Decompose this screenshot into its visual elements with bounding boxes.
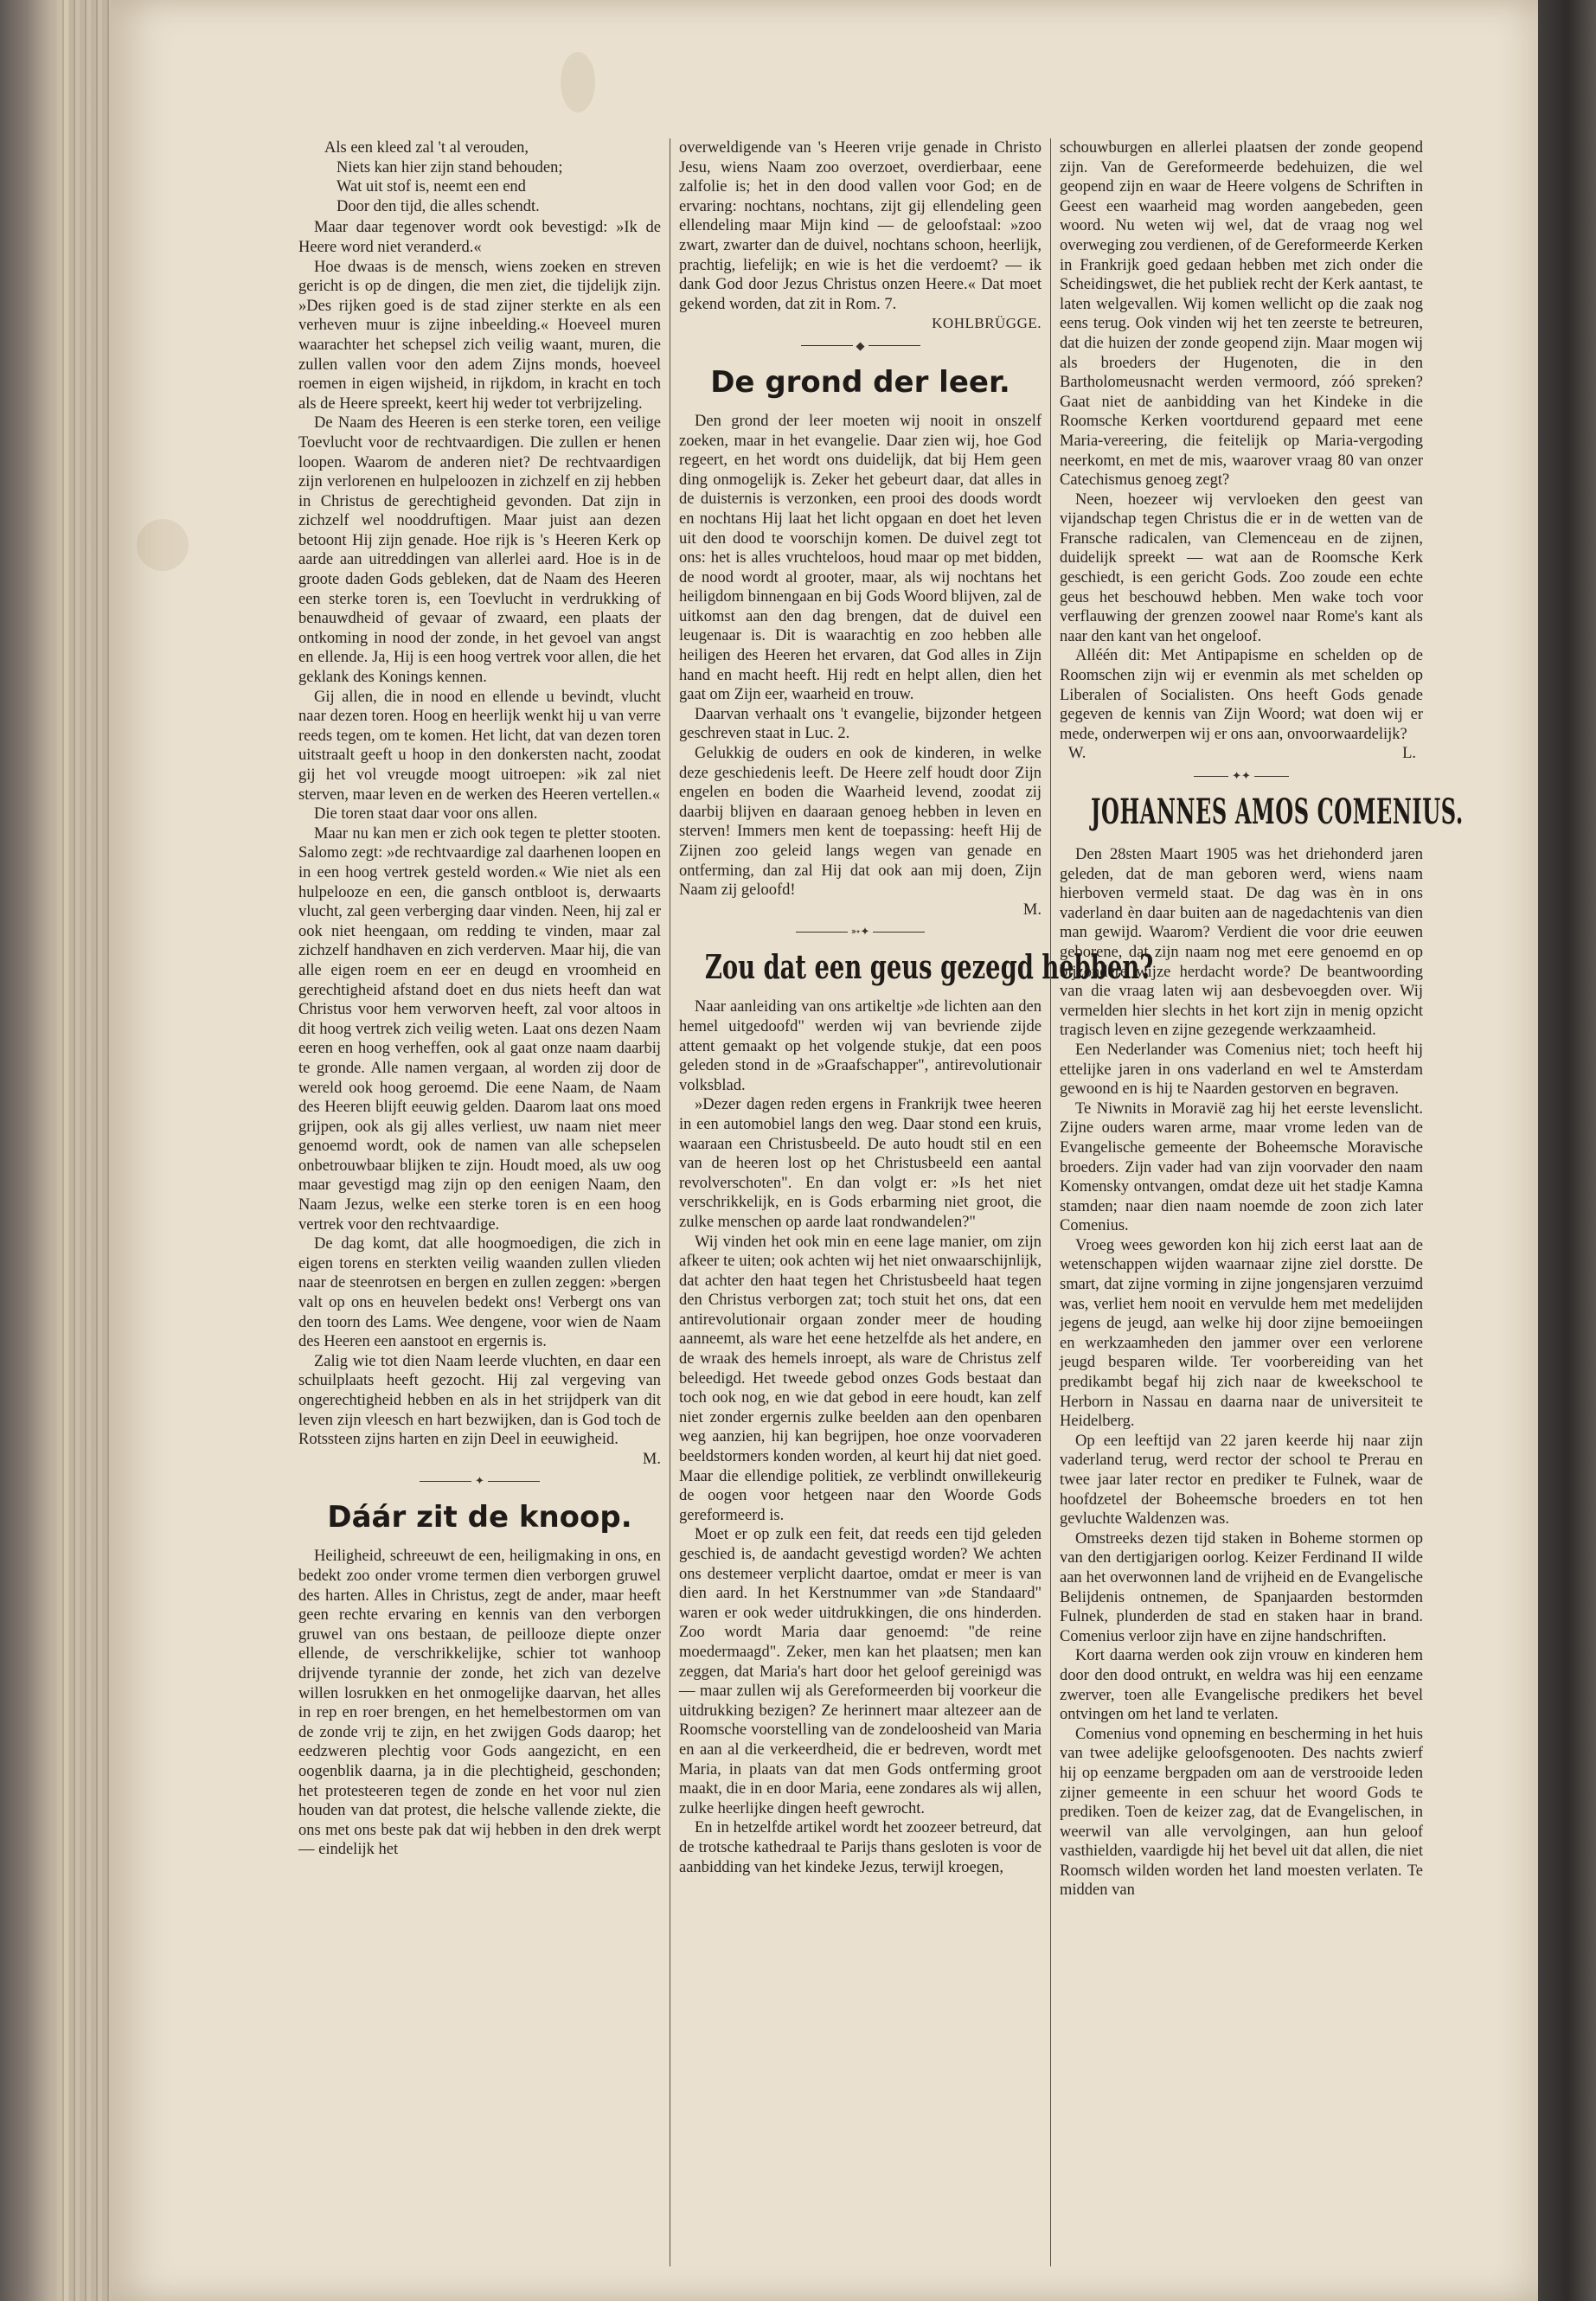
column-3 xyxy=(1051,138,1464,2266)
signature-initial: L. xyxy=(1402,745,1416,763)
article-signature: M. xyxy=(1022,901,1042,919)
paragraph: Wij vinden het ook min en eene lage manier, om zijn afkeer te uiten; ook achten wij het niet onwaarschijnlijk, dat achter den haat tegen het Christusbeeld haat tegen den Christus verborgen zat; toch stuit het ons, dat een antirevolutionair orgaan zonder meer de houding aanneemt, als ware het eene hetzelfde als het andere, en de wraak des hemels inroept, als ware de Christus zelf beleedigd. Het tweede gebod onzes Gods bestaat dan toch ook nog, en wie dat gebod in eere houdt, kan zelf niet zonder ergernis zulke beelden aan den openbaren weg aanzien, hij kan begrijpen, hoe onze voorvaderen beeldstormers konden worden, al keurt hij dat niet goed. Maar die ellendige politiek, ze verblindt onwillekeurig de oogen voor hetgeen naar den Woorde Gods gereformeerd is. xyxy=(679,1233,1042,1524)
paragraph: Die toren staat daar voor ons allen. xyxy=(314,805,538,824)
paragraph: Moet er op zulk een feit, dat reeds een tijd geleden geschied is, de aandacht gevestigd worden? We achten ons destemeer verplicht daartoe, omdat er meer is van dien aard. In het Kerstnummer van »de Standaard" waren er ook weder uitdrukkingen, die ons hinderden. Zoo wordt Maria daar genoemd: "de reine moedermaagd". Zeker, men kan het plaatsen; men kan zeggen, dat Maria's hart door het geloof gereinigd was — maar zullen wij als Gereformeerden bij voorkeur die uitdrukking bezigen? Ze herinnert maar altezeer aan de Roomsche voorstelling van de zondeloosheid van Maria en aan al die verkeerdheid, die er bedreven, wordt met Maria, in plaats van dat men Gods ontferming groot maakt, die in en door Maria, eene zondares als wij allen, zulke heerlijke dingen heeft gewrocht. xyxy=(679,1526,1042,1817)
section-divider: ✦ xyxy=(298,1472,661,1490)
article-signature: KOHLBRÜGGE. xyxy=(932,315,1042,332)
paragraph: Comenius vond opneming en bescherming in het huis van twee adelijke geloofsgenooten. Des nachts zwierf hij op eenzame bergpaden om aan de verstrooide leden zijner gemeente in een schuur het woord Gods te prediken. Toen de keizer zag, dat de Evangelischen, in weerwil van alle vervolgingen, aan hun geloof vasthielden, vaardigde hij het bevel uit dat allen, die niet Roomsch wilden worden het land moesten verlaten. Te midden van xyxy=(1060,1725,1423,1900)
section-divider: ◆ xyxy=(679,337,1042,355)
paragraph: overweldigende van 's Heeren vrije genade in Christo Jesu, wiens Naam zoo overzoet, overdierbaar, eene zalfolie is; het in den dood vallen voor God; en de ervaring: nochtans, nochtans, zijt gij ellendeling geen ellendeling maar Mijn kind — de geloofstaal: »zoo zwart, zwarter dan de duivel, nochtans schoon, heerlijk, prachtig, liefelijk; en wie is het die verdoemt? — ik dank God door Jezus Christus onzen Heere.« Dat moet gekend worden, dat zit in Rom. 7. xyxy=(679,139,1042,313)
paragraph: Den grond der leer moeten wij nooit in onszelf zoeken, maar in het evangelie. Daar zien wij, hoe God regeert, en het wordt ons duidelijk, dat bij Hem geen ding onmogelijk is. Zeker het gebeurt daar, dat alles in de duisternis is verzonken, een prooi des doods wordt en nochtans Hij laat het licht opgaan en doet het leven uit den dood te voorschijn komen. De duivel zegt tot ons: het is alles vruchteloos, houd maar op met bidden, de nood wordt al grooter, maar, als wij nochtans het heiligdom binnengaan en bij Gods Woord blijven, zal de uitkomst aan den dag brengen, dat de duivel een leugenaar is. Dit is waarachtig en zoo hebben alle heiligen des Heeren het ervaren, dat God alles in Zijn hand en macht heeft. Hij redt en helpt allen, dien het gaat om Zijn eer, waarheid en trouw. xyxy=(679,412,1042,704)
paragraph: Te Niwnits in Moravië zag hij het eerste levenslicht. Zijne ouders waren arme, maar vrome leden van de Evangelische gemeente der Boheemsche Moravische broeders. Zijn vader had van zijn voorvader den naam Komensky ontvangen, omdat deze uit het stadje Kamna stamden; naar dien naam noemde de zoon zich later Comenius. xyxy=(1060,1099,1423,1235)
paragraph: De dag komt, dat alle hoogmoedigen, die zich in eigen torens en sterkten veilig waanden zullen vlieden naar de steenrotsen en bergen en zullen zeggen: »bergen valt op ons en heuvelen bedekt ons! Verbergt ons van den toorn des Lams. Wee dengene, voor wien de Naam des Heeren een aanstoot en ergernis is. xyxy=(298,1235,661,1351)
poem-line: Wat uit stof is, neemt een end xyxy=(337,178,526,196)
scan-edge xyxy=(1538,0,1596,2301)
section-divider: ✦✦ xyxy=(1060,767,1423,785)
paragraph: Kort daarna werden ook zijn vrouw en kinderen hem door den dood ontrukt, en weldra was hij een eenzame zwerver, toen alle Evangelische predikers het bevel ontvingen om het land te verlaten. xyxy=(1060,1647,1423,1724)
paragraph: Zalig wie tot dien Naam leerde vluchten, en daar een schuilplaats heeft gezocht. Hij zal vergeving van ongerechtigheid hebben en als in het strijdperk van dit leven zijn vleesch en hart bezwijken, dan is God toch de Rotssteen zijns harten en zijn Deel in eeuwigheid. xyxy=(298,1352,661,1449)
paragraph: Hoe dwaas is de mensch, wiens zoeken en streven gericht is op de dingen, die men ziet, die tijdelijk zijn. »Des rijken goed is de stad zijner sterkte en als een verheven muur is zijne inbeelding.« Hoeveel muren waarachter het schepsel zich veilig waant, muren, die zullen vallen voor den adem Zijns monds, hoeveel roemen in eigen wijsheid, in rijkdom, in kracht en toch als de Heere spreekt, keert hij weder tot verbrijzeling. xyxy=(298,258,661,413)
paragraph: Maar daar tegenover wordt ook bevestigd: »Ik de Heere word niet veranderd.« xyxy=(298,219,661,256)
paragraph: Alléén dit: Met Antipapisme en schelden op de Roomschen zijn wij er evenmin als met schelden op Liberalen of Socialisten. Ons heeft Gods genade gegeven de kennis van Zijn Woord; wat doen wij er mede, onderwerpen wij er ons aan, onvoorwaardelijk? xyxy=(1060,647,1423,743)
poem-line: Niets kan hier zijn stand behouden; xyxy=(337,158,563,176)
column-1 xyxy=(290,138,670,2266)
paragraph: Heiligheid, schreeuwt de een, heiligmaking in ons, en bedekt zoo onder vrome termen dien verborgen gruwel des harten. Alles in Christus, zegt de ander, maar heeft geen rechte ervaring en kennis van den verborgen gruwel van ons bestaan, de peillooze diepte onzer ellende, de verschrikkelijke, schier tot wanhoop drijvende tyrannie der zonde, het zich van dezelve willen losrukken en het onmogelijke daarvan, het alles in rep en roer brengen, en het hemelbestormen om van de zonde vrij te zijn, en het zwijgen Gods daarop; het eedzweren plechtig voor Gods aangezicht, en een oogenblik daarna, ja in die plechtigheid, geschonden; het protesteeren tegen de zonde en het voor nul zien houden van dat protest, die helsche vallende ziekte, die ons met ons beste pak dat wij hebben in den drek werpt — eindelijk het xyxy=(298,1548,661,1859)
paragraph: Omstreeks dezen tijd staken in Boheme stormen op van den dertigjarigen oorlog. Keizer Ferdinand II wilde aan het overwonnen land de vrijheid en de Evangelische Belijdenis ontnemen, de Spanjaarden bestormden Fulnek, plunderden de stad en staken haar in brand. Comenius verloor zijn have en zijne handschriften. xyxy=(1060,1529,1423,1645)
poem-line: Als een kleed zal 't al verouden, xyxy=(324,139,529,157)
paragraph: schouwburgen en allerlei plaatsen der zonde geopend zijn. Van de Gereformeerde bedehuizen, die wel geopend zijn en waar de Heere volgens de Schriften in Geest een waarheid mag worden aangebeden, geen woord. Nu weten wij wel, dat de vraag nog wel overweging zou verdienen, of de Gereformeerde Kerken in Frankrijk goed gedaan hebben met zich onder die Scheidingswet, die het publiek recht der Kerk aantast, te laten welgevallen. Wij komen wellicht op die zaak nog eens terug. Ook vinden wij het ten zeerste te betreuren, dat die huizen der zonde geopend zijn. Maar mogen wij als broeders der Hugenoten, die in den Bartholomeusnacht werden vermoord, zóó spreken? Gaat niet de aanbidding van het Kindeke in die Roomsche Kerken voortdurend gepaard met eene Maria-vereering, die feitelijk op Maria-vergoding neerkomt, en met de mis, waarover vraag 80 van onzer Catechismus genoeg zegt? xyxy=(1060,139,1423,490)
article-heading: Zou dat een geus gezegd hebben? xyxy=(704,947,1154,987)
paragraph: Naar aanleiding van ons artikeltje »de lichten aan den hemel uitgedoofd" werden wij van bevriende zijde attent gemaakt op het volgende stukje, dat een poos geleden stond in de »Graafschapper", antirevolutionair volksblad. xyxy=(679,998,1042,1094)
paragraph: Gelukkig de ouders en ook de kinderen, in welke deze geschiedenis leeft. De Heere zelf houdt door Zijn engelen en boden die Waarheid levend, zoodat zij daarbij blijven en daaraan genoeg hebben in leven en sterven! Immers men kent de toepassing: heeft Hij de Zijnen zoo geleid langs wegen van genade en ontferming, dan zal Hij dat ook aan mij doen, Zijn Naam zij geloofd! xyxy=(679,745,1042,900)
signature-initial: W. xyxy=(1068,745,1086,763)
article-columns xyxy=(290,138,1464,2266)
paragraph: Vroeg wees geworden kon hij zich eerst laat aan de wetenschappen wijden waarnaar zijne ziel dorstte. De smart, dat zijne vorming in zijne jongensjaren verzuimd was, verliet hem nooit en vervulde hem met medelijden jegens de jeugd, aan welke hij door zijne bemoeiingen en werkzaamheden den jammer over een verlorene jeugd besparen wilde. Ter voorbereiding van het predikambt begaf hij zich naar de kweekschool te Herborn in Nassau en daarna naar de universiteit te Heidelberg. xyxy=(1060,1236,1423,1431)
paragraph: Neen, hoezeer wij vervloeken den geest van vijandschap tegen Christus die er in de wetten van de Fransche radicalen, van Clemenceau en de zijnen, duidelijk spreekt — wat aan de Roomsche Kerk geschiedt, is een gericht Gods. Zoo zoude een echte geus het beschouwd hebben. Men wake toch voor verflauwing der grenzen zoowel naar Rome's kant als naar den kant van het ongeloof. xyxy=(1060,490,1423,645)
page-stack-edge xyxy=(57,0,118,2301)
paragraph: De Naam des Heeren is een sterke toren, een veilige Toevlucht voor de rechtvaardigen. Die zullen er henen loopen. Waarom de anderen niet? De rechtvaardigen zijn verlorenen en hulpeloozen in zichzelf en zij hebben in Christus de gerechtigheid gevonden. Dat zijn in zichzelf wel nooddruftigen. Maar juist aan dezen betoont Hij zijn genade. Hoe rijk is 's Heeren Kerk op aarde aan uitreddingen van allerlei aard. Hoe is in de groote daden Gods gebleken, dat de Naam des Heeren een sterke toren is, een Toevlucht in verdrukking of benauwdheid of gevaar of zwaard, een plaats der ontkoming in nood der zonde, in het gevoel van angst en ellende. Ja, Hij is een hoog vertrek voor allen, die het geklank des Konings kennen. xyxy=(298,414,661,687)
column-2 xyxy=(670,138,1154,2266)
paragraph: Daarvan verhaalt ons 't evangelie, bijzonder hetgeen geschreven staat in Luc. 2. xyxy=(679,705,1042,743)
paragraph: Op een leeftijd van 22 jaren keerde hij naar zijn vaderland terug, werd rector der school te Prerau en twee jaar later rector en prediker te Fulnek, waar de hoofdzetel der Boheemsche broeders en tot hen gevluchte Waldenzen was. xyxy=(1060,1432,1423,1529)
article-heading: JOHANNES AMOS COMENIUS. xyxy=(1091,792,1464,832)
section-divider: ➳✦ xyxy=(679,923,1042,940)
poem-line: Door den tijd, die alles schendt. xyxy=(337,197,540,215)
paragraph: Gij allen, die in nood en ellende u bevindt, vlucht naar dezen toren. Hoog en heerlijk wenkt hij u van verre reeds tegen, om te komen. Het licht, dat van dezen toren uitstraalt geeft u hoop in den donkersten nacht, zoodat gij het vol vreugde moogt uitroepen: »ik zal niet sterven, maar leven en de werken des Heeren vertellen.« xyxy=(298,688,661,804)
paragraph: Een Nederlander was Comenius niet; toch heeft hij ettelijke jaren in ons vaderland en wel te Amsterdam gewoond en is hij te Naarden gestorven en begraven. xyxy=(1060,1041,1423,1099)
paragraph: En in hetzelfde artikel wordt het zoozeer betreurd, dat de trotsche kathedraal te Parijs thans gesloten is voor de aanbidding van het kindeke Jezus, terwijl kroegen, xyxy=(679,1819,1042,1876)
paper-stain xyxy=(561,52,595,112)
paragraph: »Dezer dagen reden ergens in Frankrijk twee heeren in een automobiel langs den weg. Daar stond een kruis, waaraan een Christusbeeld. De auto houdt stil en een van de heeren lost op het Christusbeeld een aantal revolverschoten". En dan volgt er: »Is het niet verschrikkelijk, en is Gods erbarming niet groot, die zulke menschen op aarde laat rondwandelen?" xyxy=(679,1096,1042,1231)
paragraph: Maar nu kan men er zich ook tegen te pletter stooten. Salomo zegt: »de rechtvaardige zal daarhenen loopen en in een hoog vertrek gesteld worden.« Wie niet als een hulpelooze en een, die gansch ontbloot is, derwaarts vlucht, zal geen verberging daar vinden. Neen, hij zal er ook niet heengaan, om redding te vinden, maar zal zichzelf handhaven en zich verderven. Maar hij, die van alle eigen roem en eer en deugd en vroomheid en gerechtigheid afstand doet en dus niets heeft dan wat Christus voor hem verworven heeft, zal voor altoos in dit hoog vertrek zich veilig weten. Laat ons dezen Naam eeren en hoog verheffen, ook al gaat onze naam daarbij te gronde. Alle namen vergaan, al worden zij door de wereld ook hoog geroemd. Die eene Naam, de Naam des Heeren blijft eeuwig gelden. Daarom laat ons moed grijpen, ook als gij alles verliest, uw naam niet meer genoemd wordt, ook de namen van alle schepselen onbetrouwbaar blijken te zijn. Houdt moed, als uw oog maar gevestigd mag zijn op den eenigen Naam, den Naam Jezus, welke een sterke toren is en een hoog vertrek voor den rechtvaardige. xyxy=(298,824,661,1234)
paper-stain xyxy=(137,519,189,571)
poem xyxy=(298,138,661,216)
article-heading: Dáár zit de knoop. xyxy=(327,1500,632,1535)
article-signature xyxy=(1060,744,1423,764)
article-signature: M. xyxy=(642,1450,661,1468)
article-heading: De grond der leer. xyxy=(710,364,1010,400)
paragraph: Den 28sten Maart 1905 was het driehonderd jaren geleden, dat de man geboren werd, wiens naam hierboven vermeld staat. De dag was èn in ons vaderland èn daar buiten aan de nagedachtenis van dien man gewijd. Waarom? Verdient die voor drie eeuwen geborene, dat zijn naam nog met eere genoemd en op bijzondere wijze herdacht worde? De beantwoording van die vraag laten wij aan desbevoegden over. Wij vermelden hier slechts in het kort zijn in menig opzicht tragisch leven en zijne gezegende werkzaamheid. xyxy=(1060,846,1423,1040)
